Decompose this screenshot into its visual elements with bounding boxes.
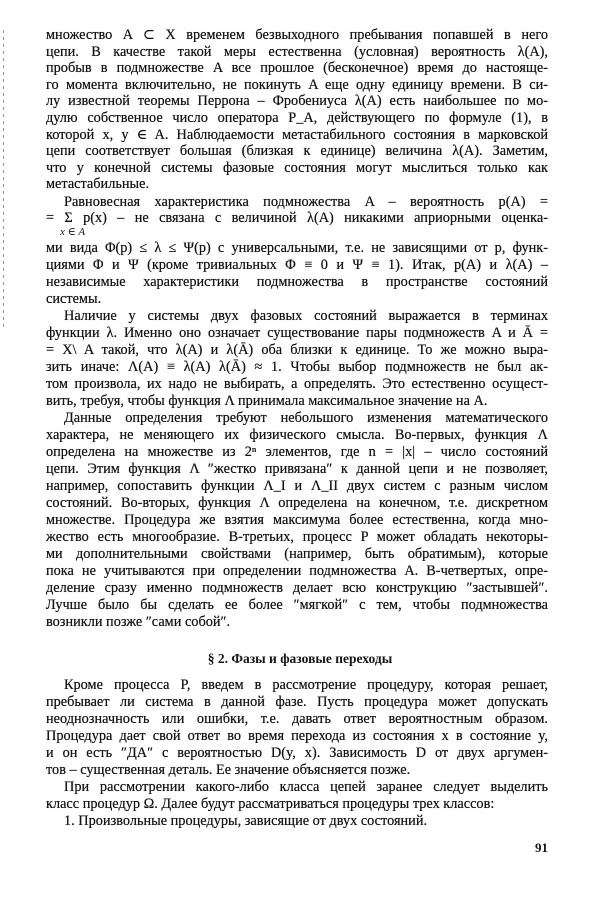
paragraph-5-line: пребывает ли система в данной фазе. Пусть процедура может допускать <box>46 694 548 710</box>
paragraph-2-line: циями Φ и Ψ (кроме тривиальных Φ ≡ 0 и Ψ ≡ 1). Итак, p(A) и λ(A) – <box>46 257 548 273</box>
paragraph-2-line: независимые характеристики подмножества в пространстве состояний <box>46 274 548 290</box>
paragraph-2-line: ми вида Φ(p) ≤ λ ≤ Ψ(p) с универсальными, т.е. не зависящими от p, функ- <box>46 240 548 256</box>
paragraph-4-line: возникли позже ″сами собой″. <box>46 614 231 630</box>
paragraph-3-line: Наличие у системы двух фазовых состояний выражается в терминах <box>64 308 548 324</box>
paragraph-4-line: деление сразу именно подмножеств делает всю конструкцию ″застывшей″. <box>46 580 548 596</box>
paragraph-4-line: множестве. Процедура же взятия максимума более естественна, когда мно- <box>46 512 548 528</box>
paragraph-4-line: состояний. Во-вторых, функция Λ определена на конечном, т.е. дискретном <box>46 495 548 511</box>
paragraph-3-line: = X\ A такой, что λ(A) и λ(Ā) оба близки к единице. То же можно выра- <box>46 342 548 358</box>
paragraph-4-line: определена на множестве из 2ⁿ элементов, где n = |x| – число состояний <box>46 444 548 460</box>
paragraph-3-line: функции λ. Именно оно означает существование пары подмножеств A и Ā = <box>46 325 548 341</box>
paragraph-1-line: метастабильные. <box>46 176 150 193</box>
paragraph-5-line: Кроме процесса P, введем в рассмотрение процедуру, которая решает, <box>64 677 548 693</box>
scan-artifact <box>3 30 4 330</box>
paragraph-1-line: что у конечной системы фазовые состояния могут мыслиться только как <box>46 159 548 176</box>
paragraph-2-line: системы. <box>46 291 102 307</box>
paragraph-5-line: тов – существенная деталь. Ее значение объясняется позже. <box>46 762 411 778</box>
paragraph-6-line: класс процедур Ω. Далее будут рассматриваться процедуры трех классов: <box>46 796 495 812</box>
paragraph-4-line: Лучше было бы сделать ее более ″мягкой″ с тем, чтобы подмножества <box>46 597 548 613</box>
paragraph-1-line: цепи. В качестве такой меры естественна (условная) вероятность λ(A), <box>46 43 548 60</box>
paragraph-5-line: Процедура дает свой ответ во время перехода из состояния x в состояние y, <box>46 728 548 744</box>
paragraph-1-line: лу известной теоремы Перрона – Фробениуса λ(A) есть наибольшее по мо- <box>46 93 548 110</box>
paragraph-4-line: Данные определения требуют небольшого изменения математического <box>64 410 548 426</box>
paragraph-4-line: характера, не меняющего их физического смысла. Во-первых, функция Λ <box>46 427 548 443</box>
paragraph-5-line: и он есть ″ДА″ с вероятностью D(y, x). Зависимость D от двух аргумен- <box>46 745 548 761</box>
page-number: 91 <box>535 840 548 855</box>
paragraph-1-line: го момента включительно, не покинуть A еще одну единицу времени. В си- <box>46 76 548 93</box>
paragraph-1-line: которой x, y ∈ A. Наблюдаемости метастабильного состояния в марковской <box>46 126 548 143</box>
paragraph-4-line: жество есть многообразие. В-третьих, процесс P может обладать некоторы- <box>46 529 548 545</box>
paragraph-4-line: пока не учитываются при определении подмножества A. В-четвертых, опре- <box>46 563 548 579</box>
paragraph-4-line: ми дополнительными свойствами (например, быть обратимым), которые <box>46 546 548 562</box>
paragraph-1-line: пробыв в подмножестве A все прошлое (бесконечное) время до настояще- <box>46 60 548 77</box>
section-heading: § 2. Фазы и фазовые переходы <box>207 651 393 666</box>
paragraph-7-line: 1. Произвольные процедуры, зависящие от двух состояний. <box>64 813 428 829</box>
paragraph-5-line: неоднозначность или ошибки, т.е. давать ответ вероятностным образом. <box>46 711 548 727</box>
paragraph-3-line: зить иначе: Λ(A) ≡ λ(A) λ(Ā) ≈ 1. Чтобы выбор подмножеств не был ак- <box>46 359 548 375</box>
paragraph-1-line: дулю собственное число оператора P_A, действующего по формуле (1), в <box>46 110 548 126</box>
paragraph-3-line: том произвола, их надо не выбирать, а определять. Это естественно осущест- <box>46 376 548 392</box>
paragraph-1-line: множество A ⊂ X временем безвыходного пребывания попавшей в него <box>46 27 548 43</box>
paragraph-1-line: цепи соответствует большая (близкая к единице) величина λ(A). Заметим, <box>46 143 548 160</box>
paragraph-3-line: вить, требуя, чтобы функция Λ принимала максимальное значение на A. <box>46 393 488 409</box>
paragraph-2-line: = Σ p(x) – не связана с величиной λ(A) никакими априорными оценка- <box>46 210 548 226</box>
paragraph-4-line: например, сопоставить функции Λ_I и Λ_II двух систем с разным числом <box>46 478 548 494</box>
sum-subscript: x ∈ A <box>60 226 86 238</box>
paragraph-2-line: Равновесная характеристика подмножества A – вероятность p(A) = <box>64 194 548 210</box>
paragraph-6-line: При рассмотрении какого-либо класса цепей заранее следует выделить <box>64 779 548 795</box>
paragraph-4-line: цепи. Этим функция Λ ″жестко привязана″ к данной цепи и не позволяет, <box>46 461 548 477</box>
